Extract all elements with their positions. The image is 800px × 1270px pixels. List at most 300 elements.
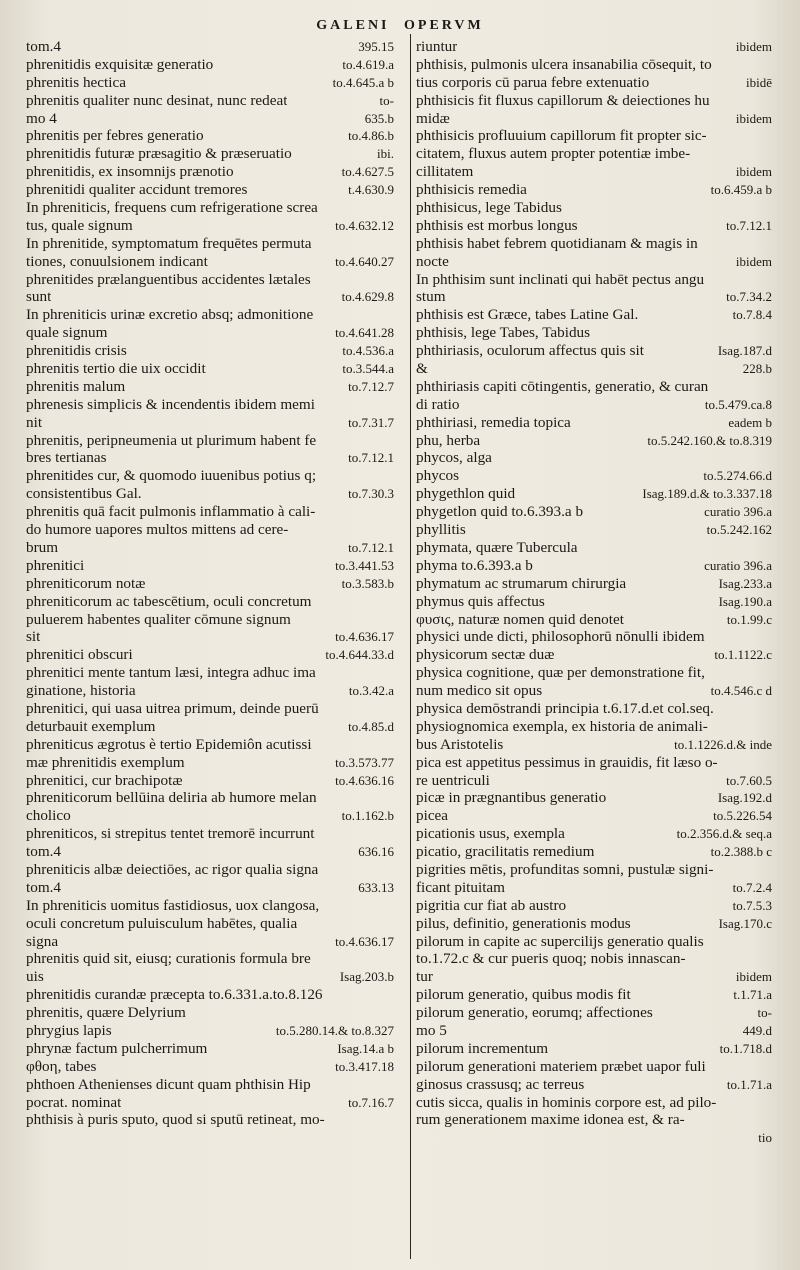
entry-reference: Isag.233.a [718,575,772,591]
entry-reference: to.5.242.162 [706,522,772,538]
entry-text: to.1.72.c & cur pueris quoq; nobis innascan- [416,950,686,968]
entry-reference: to.4.632.12 [335,217,394,233]
entry-reference: ibidem [735,39,772,54]
index-entry-line [26,718,394,736]
entry-reference: to.4.627.5 [341,164,394,180]
entry-reference: to.4.636.17 [335,629,394,645]
entry-text: phthisis, pulmonis ulcera insanabilia cōsequit, to [416,55,712,73]
entry-text: phthisis à puris sputo, quod si sputū retineat, mo- [26,1111,325,1129]
index-entry-line [416,933,772,951]
entry-text: sunt [26,288,52,306]
entry-text: φθοη, tabes [26,1057,97,1075]
entry-text: phreniticis albæ deiectiōes, ac rigor qualia signa [26,860,319,878]
index-entry-line [416,968,772,986]
entry-reference: Isag.170.c [718,915,772,931]
entry-text: phrenitides prælanguentibus accidentes lætales [26,270,311,288]
entry-text: picea [416,807,449,825]
index-entry-line [416,1129,772,1147]
entry-reference: to.5.242.160.& to.8.319 [647,432,772,448]
entry-text: cillitatem [416,163,474,181]
entry-text: phrenitidis exquisitæ generatio [26,55,214,73]
index-entry-line [26,843,394,861]
entry-text: pica est appetitus pessimus in grauidis, fit læso o- [416,753,718,771]
entry-text: rum generationem maxime idonea est, & ra- [416,1111,685,1129]
entry-text: In phreniticis, frequens cum refrigeratione screa [26,199,318,217]
entry-text: phu, herba [416,431,481,449]
entry-reference: 636.16 [358,844,394,860]
entry-reference: Isag.189.d.& to.3.337.18 [642,486,772,502]
index-entry-line [26,611,394,629]
index-entry-line [416,718,772,736]
index-entry-line [26,485,394,503]
entry-text: mo 4 [26,109,57,127]
entry-text: phthisicus, lege Tabidus [416,199,562,217]
entry-reference: Isag.14.a b [337,1040,394,1056]
index-entry-line [26,915,394,933]
entry-text: phrenitidis, ex insomnijs prænotio [26,163,234,181]
entry-text: picæ in prægnantibus generatio [416,789,607,807]
index-entry-line [416,467,772,485]
index-entry-line [26,127,394,145]
entry-text: phrenitici mente tantum læsi, integra adhuc ima [26,664,316,682]
entry-text: phygetlon quid to.6.393.a b [416,503,584,521]
entry-text: phreniticorum bellūina deliria ab humore melan [26,789,317,807]
index-entry-line [416,449,772,467]
right-index-column [416,38,772,1147]
entry-text: riuntur [416,38,458,55]
entry-reference: to.7.2.4 [732,879,772,895]
entry-reference: to.2.388.b c [710,844,772,860]
entry-text: phrenitis quid sit, eiusq; curationis formula bre [26,950,311,968]
index-entry-line [26,825,394,843]
index-entry-line [416,664,772,682]
entry-reference: to.7.30.3 [348,486,394,502]
index-entry-line [26,432,394,450]
index-entry-line [26,736,394,754]
index-entry-line [416,396,772,414]
index-entry-line [416,807,772,825]
entry-reference: to.6.459.a b [710,182,772,198]
entry-reference: to.2.356.d.& seq.a [676,826,772,842]
entry-text: phymus quis affectus [416,592,545,610]
index-entry-line [416,1094,772,1112]
index-entry-line [416,593,772,611]
index-entry-line [26,897,394,915]
entry-reference: to.7.12.1 [348,450,394,466]
index-entry-line [26,950,394,968]
entry-text: phrynæ factum pulcherrimum [26,1039,208,1057]
entry-text: cutis sicca, qualis in hominis corpore est, ad pilo- [416,1093,717,1111]
index-entry-line [416,145,772,163]
index-entry-line [26,360,394,378]
index-entry-line [26,1040,394,1058]
entry-reference: ibidem [735,164,772,180]
index-entry-line [26,754,394,772]
entry-text: midæ [416,109,450,127]
index-entry-line [26,110,394,128]
index-entry-line [26,879,394,897]
index-entry-line [416,521,772,539]
entry-text: phrenitidis futuræ præsagitio & præseruatio [26,145,292,163]
entry-text: nocte [416,252,449,270]
entry-text: pilus, definitio, generationis modus [416,914,631,932]
entry-reference: to.4.636.17 [335,933,394,949]
entry-text: phrenitici, cur brachipotæ [26,771,183,789]
entry-text: physica cognitione, quæ per demonstratione fit, [416,664,705,682]
entry-text: phycos [416,467,460,485]
entry-text: pilorum generatio, quibus modis fit [416,986,631,1004]
entry-text: phyllitis [416,521,466,539]
entry-reference: to.7.12.1 [726,217,772,233]
entry-text: φυσις, naturæ nomen quid denotet [416,610,624,628]
entry-text: phthisis habet febrem quotidianam & magis in [416,234,698,252]
entry-reference: 449.d [742,1022,772,1038]
entry-reference: to.4.640.27 [335,253,394,269]
index-entry-line [416,843,772,861]
entry-reference: ibidem [735,253,772,269]
index-entry-line [26,56,394,74]
entry-text: phthisis est morbus longus [416,216,578,234]
entry-text: ficant pituitam [416,878,505,896]
index-entry-line [416,414,772,432]
index-entry-line [416,253,772,271]
index-entry-line [416,56,772,74]
index-entry-line [416,38,772,56]
entry-text: sit [26,628,41,646]
index-entry-line [416,897,772,915]
entry-reference: to.3.417.18 [335,1058,394,1074]
entry-text: puluerem habentes qualiter cōmune signum [26,610,291,628]
entry-text: uis [26,968,44,986]
entry-text: phrenitidis curandæ præcepta to.6.331.a.to.8.126 [26,986,323,1004]
index-entry-line [416,127,772,145]
index-entry-line [26,933,394,951]
entry-text: tur [416,968,433,986]
entry-text: phthisicis profluuium capillorum fit propter sic- [416,127,707,145]
entry-reference: to- [379,92,394,108]
index-entry-line [416,575,772,593]
index-entry-line [26,163,394,181]
running-head-left: GALENI [316,18,390,33]
index-entry-line [416,950,772,968]
index-entry-line [26,1058,394,1076]
entry-reference: to.3.583.b [341,575,394,591]
entry-reference: to.4.86.b [348,128,394,144]
index-entry-line [26,861,394,879]
entry-text: phrenitis per febres generatio [26,127,204,145]
entry-text: pilorum incrementum [416,1039,549,1057]
entry-text: ginatione, historia [26,682,136,700]
entry-text: phthisicis remedia [416,181,527,199]
index-entry-line [26,521,394,539]
entry-text: signa [26,932,59,950]
entry-text: phrenitis, peripneumenia ut plurimum habent fe [26,431,317,449]
entry-text: physici unde dicti, philosophorū nōnulli ibidem [416,628,705,646]
entry-text: ginosus crassusq; ac terreus [416,1075,585,1093]
entry-reference: to.7.12.1 [348,539,394,555]
entry-text: phthisis est Græce, tabes Latine Gal. [416,306,639,324]
entry-reference: to.4.536.a [342,343,394,359]
entry-reference: to.4.636.16 [335,772,394,788]
index-entry-line [26,235,394,253]
index-entry-line [416,1004,772,1022]
running-head [0,18,800,34]
index-entry-line [416,74,772,92]
entry-text: bres tertianas [26,449,107,467]
entry-text: picatio, gracilitatis remedium [416,843,595,861]
entry-reference: to.7.5.3 [732,897,772,913]
entry-reference: 635.b [364,110,394,126]
index-entry-line [416,772,772,790]
index-entry-line [416,324,772,342]
index-entry-line [416,342,772,360]
entry-reference: to.1.99.c [726,611,772,627]
entry-text: pilorum generatio, eorumq; affectiones [416,1004,653,1022]
entry-text: phthiriasi, remedia topica [416,413,571,431]
entry-reference: to.4.644.33.d [325,647,394,663]
entry-text: consistentibus Gal. [26,485,142,503]
index-entry-line [26,449,394,467]
entry-text: physiognomica exempla, ex historia de animali- [416,717,708,735]
index-entry-line [416,288,772,306]
entry-reference: to.4.641.28 [335,325,394,341]
index-entry-line [26,772,394,790]
index-entry-line [416,628,772,646]
index-entry-line [416,1040,772,1058]
entry-reference: to.3.573.77 [335,754,394,770]
index-entry-line [416,879,772,897]
index-entry-line [26,557,394,575]
entry-text: phthisis, lege Tabes, Tabidus [416,324,591,342]
index-entry-line [416,92,772,110]
entry-text: In phrenitide, symptomatum frequētes permuta [26,234,312,252]
index-entry-line [26,306,394,324]
entry-text: citatem, fluxus autem propter potentiæ imbe- [416,145,691,163]
entry-text: nit [26,413,43,431]
entry-text: phrenitis, quære Delyrium [26,1004,186,1022]
entry-text: tom.4 [26,878,62,896]
entry-reference: 633.13 [358,879,394,895]
entry-reference: t.4.630.9 [348,182,394,198]
entry-reference: to.5.226.54 [713,808,772,824]
entry-text: phrenitis tertio die uix occidit [26,360,206,378]
entry-reference: 228.b [742,361,772,377]
index-entry-line [416,360,772,378]
entry-reference: ibidē [746,74,772,90]
index-entry-line [416,915,772,933]
entry-reference: Isag.190.a [718,593,772,609]
entry-text: phrenesis simplicis & incendentis ibidem memi [26,395,315,413]
entry-text: phygethlon quid [416,485,516,503]
entry-reference: to.4.85.d [348,718,394,734]
index-entry-line [416,700,772,718]
entry-reference: to.7.8.4 [732,307,772,323]
entry-reference: to.7.31.7 [348,414,394,430]
entry-reference: t.1.71.a [733,987,772,1003]
index-entry-line [416,235,772,253]
index-entry-line [416,1058,772,1076]
entry-text: bus Aristotelis [416,735,504,753]
index-entry-line [416,199,772,217]
entry-reference: to.7.60.5 [726,772,772,788]
running-head-right: OPERVM [404,18,484,33]
entry-reference: to.1.71.a [726,1076,772,1092]
index-entry-line [416,503,772,521]
entry-reference: eadem b [728,414,772,430]
entry-text: phreniticus ægrotus è tertio Epidemiôn acutissi [26,735,312,753]
index-entry-line [26,646,394,664]
entry-reference: curatio 396.a [704,504,772,520]
entry-reference: to.4.619.a [342,56,394,72]
index-entry-line [26,986,394,1004]
index-entry-line [26,539,394,557]
index-entry-line [416,736,772,754]
entry-text: tom.4 [26,843,62,861]
entry-text: oculi concretum puluisculum habētes, qualia [26,914,298,932]
entry-reference: to.1.1226.d.& inde [674,736,772,752]
entry-text: tus, quale signum [26,216,133,234]
index-entry-line [416,485,772,503]
index-entry-line [416,378,772,396]
entry-text: tius corporis cū parua febre extenuatio [416,73,650,91]
entry-text: num medico sit opus [416,682,543,700]
entry-text: quale signum [26,324,108,342]
index-entry-line [26,575,394,593]
entry-reference: tio [758,1130,772,1146]
index-entry-line [26,1004,394,1022]
entry-text: mæ phrenitidis exemplum [26,753,185,771]
index-entry-line [416,557,772,575]
index-entry-line [26,968,394,986]
index-entry-line [26,807,394,825]
entry-text: pigritia cur fiat ab austro [416,896,567,914]
entry-text: pigrities mētis, profunditas somni, pustulæ signi- [416,860,714,878]
index-entry-line [416,611,772,629]
entry-text: cholico [26,807,71,825]
entry-reference: to.1.718.d [719,1040,772,1056]
entry-reference: ibi. [377,146,394,162]
entry-text: phrenitici, qui uasa uitrea primum, deinde puerū [26,699,319,717]
index-entry-line [26,396,394,414]
entry-reference: to.3.441.53 [335,557,394,573]
entry-text: In phthisim sunt inclinati qui habēt pectus angu [416,270,705,288]
index-entry-line [416,1022,772,1040]
entry-text: phreniticorum ac tabescētium, oculi concretum [26,592,312,610]
entry-text: phymatum ac strumarum chirurgia [416,574,627,592]
entry-text: phrenitis malum [26,377,126,395]
entry-reference: Isag.187.d [717,343,772,359]
entry-text: physicorum sectæ duæ [416,646,555,664]
entry-text: phthoen Athenienses dicunt quam phthisin Hip [26,1075,311,1093]
index-entry-line [26,217,394,235]
index-entry-line [26,181,394,199]
entry-text: phrenitidis crisis [26,342,127,360]
entry-text: phthisicis fit fluxus capillorum & deiectiones hu [416,91,710,109]
index-entry-line [416,271,772,289]
index-entry-line [26,253,394,271]
index-entry-line [26,789,394,807]
index-entry-line [26,1022,394,1040]
index-entry-line [26,378,394,396]
entry-text: phthiriasis capiti cōtingentis, generatio, & curan [416,377,709,395]
entry-text: phymata, quære Tubercula [416,538,578,556]
entry-text: phreniticos, si strepitus tentet tremorē incurrunt [26,825,315,843]
entry-text: picationis usus, exempla [416,825,565,843]
index-entry-line [26,324,394,342]
index-entry-line [416,861,772,879]
index-entry-line [26,288,394,306]
index-entry-line [26,628,394,646]
entry-text: brum [26,538,59,556]
index-entry-line [416,181,772,199]
entry-text: pilorum generationi materiem præbet uapor fuli [416,1057,706,1075]
index-entry-line [26,74,394,92]
index-entry-line [26,467,394,485]
index-entry-line [416,539,772,557]
entry-reference: curatio 396.a [704,557,772,573]
entry-reference: 395.15 [358,39,394,54]
index-entry-line [26,271,394,289]
index-entry-line [416,1111,772,1129]
entry-reference: to.3.544.a [342,361,394,377]
index-entry-line [416,217,772,235]
entry-reference: to.4.645.a b [332,74,394,90]
entry-reference: to.7.16.7 [348,1094,394,1110]
index-entry-line [416,789,772,807]
entry-reference: to.7.12.7 [348,378,394,394]
index-entry-line [26,1094,394,1112]
index-entry-line [416,754,772,772]
entry-reference: to.3.42.a [348,683,394,699]
index-entry-line [26,700,394,718]
index-entry-line [26,1076,394,1094]
column-divider [410,34,411,1259]
entry-text: phthiriasis, oculorum affectus quis sit [416,342,644,360]
entry-text: phrenitides cur, & quomodo iuuenibus potius q; [26,467,317,485]
entry-reference: to.5.274.66.d [703,468,772,484]
entry-text: pocrat. nominat [26,1093,122,1111]
entry-reference: to.5.280.14.& to.8.327 [275,1022,394,1038]
index-entry-line [26,38,394,56]
entry-reference: to.1.162.b [341,808,394,824]
index-entry-line [26,593,394,611]
index-entry-line [416,1076,772,1094]
entry-reference: Isag.192.d [717,790,772,806]
entry-reference: to.4.546.c d [710,683,772,699]
index-entry-line [26,342,394,360]
entry-text: phrenitis hectica [26,73,126,91]
entry-reference: to.1.1122.c [714,647,772,663]
entry-text: phrenitis quā facit pulmonis inflammatio à cali- [26,503,316,521]
index-entry-line [416,306,772,324]
entry-reference: to.7.34.2 [726,289,772,305]
left-index-column [26,38,394,1129]
entry-text: & [416,360,428,378]
index-entry-line [416,163,772,181]
index-entry-line [416,825,772,843]
index-entry-line [416,986,772,1004]
entry-text: tom.4 [26,38,62,55]
entry-text: re uentriculi [416,771,490,789]
entry-text: pilorum in capite ac supercilijs generatio qualis [416,932,704,950]
index-entry-line [416,432,772,450]
entry-reference: to.5.479.ca.8 [704,396,772,412]
entry-text: phrenitis qualiter nunc desinat, nunc redeat [26,91,288,109]
index-entry-line [416,110,772,128]
entry-text: In phreniticis urinæ excretio absq; admonitione [26,306,314,324]
entry-text: phrenitici [26,556,85,574]
entry-text: di ratio [416,395,460,413]
